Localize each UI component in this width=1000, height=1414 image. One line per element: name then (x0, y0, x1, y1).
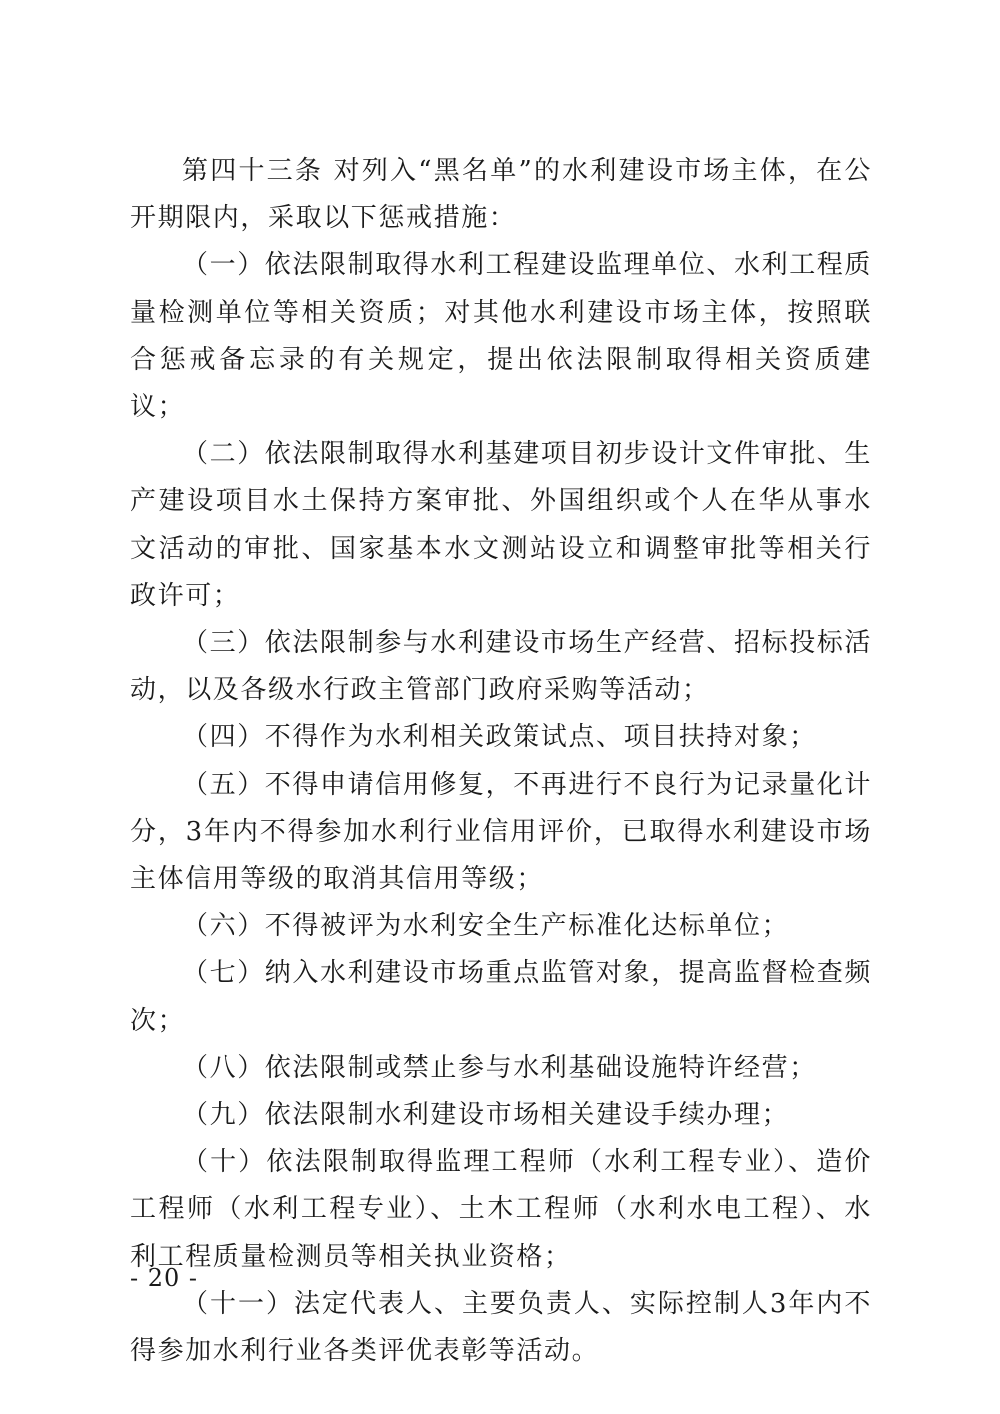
measure-item-5: （五）不得申请信用修复，不再进行不良行为记录量化计分，3年内不得参加水利行业信用评价，已取得水利建设市场主体信用等级的取消其信用等级； (130, 769, 873, 895)
measure-item-1: （一）依法限制取得水利工程建设监理单位、水利工程质量检测单位等相关资质；对其他水利建设市场主体，按照联合惩戒备忘录的有关规定，提出依法限制取得相关资质建议； (130, 250, 873, 423)
measure-item-9: （九）依法限制水利建设市场相关建设手续办理； (182, 1100, 790, 1131)
measure-item-8: （八）依法限制或禁止参与水利基础设施特许经营； (182, 1052, 817, 1083)
measure-item-4: （四）不得作为水利相关政策试点、项目扶持对象； (182, 722, 817, 753)
page-number: - 20 - (130, 1264, 199, 1292)
measure-item-6: （六）不得被评为水利安全生产标准化达标单位； (182, 911, 790, 942)
article-43-heading-paragraph: 第四十三条 对列入“黑名单”的水利建设市场主体，在公开期限内，采取以下惩戒措施： (130, 156, 872, 234)
measure-item-10: （十）依法限制取得监理工程师（水利工程专业）、造价工程师（水利工程专业）、土木工程师（水利水电工程）、水利工程质量检测员等相关执业资格； (130, 1147, 872, 1272)
document-body (130, 148, 872, 1375)
measure-item-7: （七）纳入水利建设市场重点监管对象，提高监督检查频次； (130, 958, 873, 1036)
measure-item-11: （十一）法定代表人、主要负责人、实际控制人3年内不得参加水利行业各类评优表彰等活动。 (130, 1288, 872, 1367)
measure-item-3: （三）依法限制参与水利建设市场生产经营、招标投标活动，以及各级水行政主管部门政府采购等活动； (130, 628, 873, 706)
measure-item-2: （二）依法限制取得水利基建项目初步设计文件审批、生产建设项目水土保持方案审批、外国组织或个人在华从事水文活动的审批、国家基本水文测站设立和调整审批等相关行政许可； (130, 439, 873, 611)
